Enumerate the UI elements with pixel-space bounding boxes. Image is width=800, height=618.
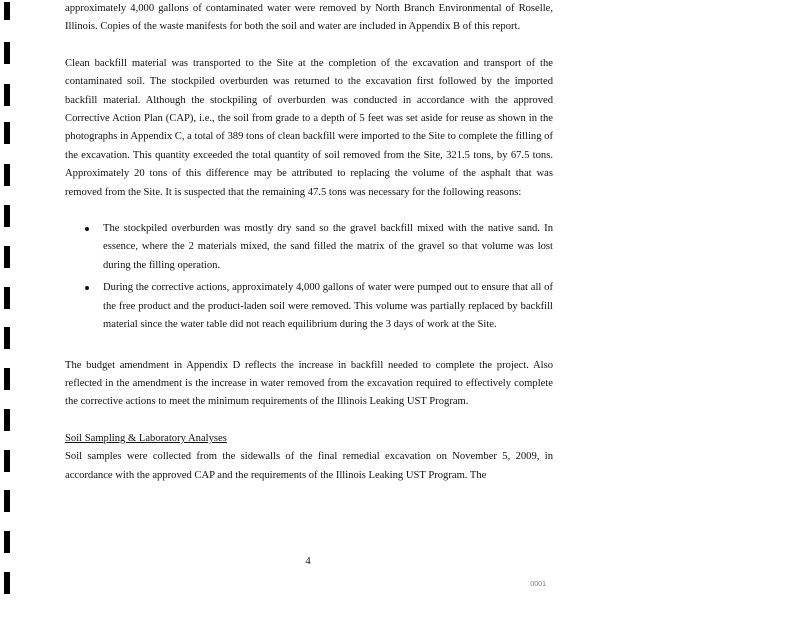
bullet-icon <box>85 227 89 231</box>
scan-mark <box>4 450 10 472</box>
scan-mark <box>4 409 10 431</box>
paragraph-backfill: Clean backfill material was transported to the Site at the completion of the excavation and transport of the contaminated soil. The stockpiled overburden was returned to the excavation first followed by the imported backfill material. Although the stockpiling of overburden was conducted in accordance with the approved Corrective Action Plan (CAP), i.e., the soil from grade to a depth of 5 feet was set aside for reuse as shown in the photographs in Appendix C, a total of 389 tons of clean backfill were imported to the Site to complete the filling of the excavation. This quantity exceeded the total quantity of soil removed from the Site, 321.5 tons, by 67.5 tons. Approximately 20 tons of this difference may be attributed to replacing the volume of the asphalt that was removed from the Site. It is suspected that the remaining 47.5 tons was necessary for the following reasons: <box>65 57 553 198</box>
paragraph-budget-amendment: The budget amendment in Appendix D reflects the increase in backfill needed to complete the project. Also reflected in the amendment is the increase in water removed from the excavation required to effectively complete the corrective actions to meet the minimum requirements of the Illinois Leaking UST Program. <box>65 359 553 408</box>
document-stamp: 0001 <box>530 580 546 588</box>
scan-mark <box>4 368 10 390</box>
scan-mark <box>4 287 10 309</box>
reasons-list <box>65 220 553 334</box>
scan-mark <box>4 531 10 553</box>
bullet-icon <box>85 286 89 290</box>
scan-mark <box>4 490 10 512</box>
scan-mark <box>4 2 10 20</box>
scan-mark <box>4 164 10 186</box>
body-text <box>65 0 553 485</box>
scan-mark <box>4 84 10 106</box>
scan-mark <box>4 122 10 144</box>
scan-mark <box>4 205 10 227</box>
list-item: During the corrective actions, approximately 4,000 gallons of water were pumped out to ensure that all of the free product and the product-laden soil were removed. This volume was partially replaced by backfill material since the water table did not reach equilibrium during the 3 days of work at the Site. <box>65 279 553 334</box>
scan-mark <box>4 572 10 594</box>
scan-mark <box>4 246 10 268</box>
section-heading: Soil Sampling & Laboratory Analyses <box>65 432 227 444</box>
scan-mark <box>4 327 10 349</box>
paragraph-soil-sampling: Soil samples were collected from the sidewalls of the final remedial excavation on November 5, 2009, in accordance with the approved CAP and the requirements of the Illinois Leaking UST Program. The <box>65 451 553 481</box>
scan-mark <box>4 42 10 64</box>
paragraph-water-removal: approximately 4,000 gallons of contaminated water were removed by North Branch Environmental of Roselle, Illinois. Copies of the waste manifests for both the soil and water are included in Appendix B of this report. <box>65 3 553 33</box>
list-item: The stockpiled overburden was mostly dry sand so the gravel backfill mixed with the native sand. In essence, where the 2 materials mixed, the sand filled the matrix of the gravel so that volume was lost during the filling operation. <box>65 220 553 275</box>
page-number: 4 <box>305 556 311 567</box>
